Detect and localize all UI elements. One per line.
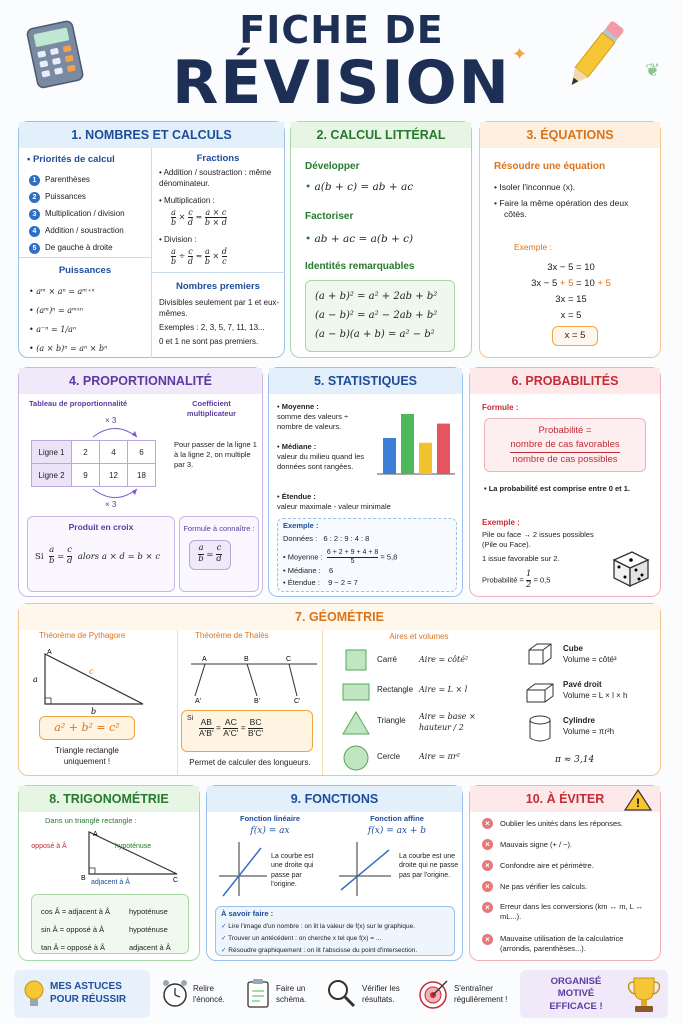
- svg-text:B': B': [254, 698, 261, 705]
- svg-text:A: A: [202, 656, 207, 663]
- fraction-addition: • Addition / soustraction : même dénominateur.: [159, 168, 272, 188]
- fraction-mult-formula: $\frac{a}{b}$ × $\frac{c}{d}$ = $\frac{a \times c}{b \times d}$: [171, 208, 227, 228]
- section-title: 1. NOMBRES ET CALCULS: [19, 122, 284, 148]
- pencil-icon: [560, 15, 630, 97]
- stat-median: • Médiane : 6: [283, 566, 334, 575]
- section-statistiques: [268, 367, 463, 597]
- svg-text:A: A: [93, 831, 98, 838]
- list-item: × Erreur dans les conversions (km ↔ m, L ↔ mL...).: [482, 902, 657, 934]
- section-title: 9. FONCTIONS: [207, 786, 462, 812]
- section-fonctions: [206, 785, 463, 961]
- priorites-title: • Priorités de calcul: [27, 154, 115, 165]
- formula-content: $\frac{a}{b}$ = $\frac{c}{d}$: [189, 540, 231, 570]
- table-row: Ligne 2 9 12 18: [32, 464, 156, 487]
- fraction-div-formula: $\frac{a}{b}$ ÷ $\frac{c}{d}$ = $\frac{a}{b}$ × $\frac{d}{c}$: [171, 247, 227, 267]
- step: • Isoler l'inconnue (x).: [494, 182, 576, 192]
- formule-label: Formule :: [482, 403, 519, 412]
- aire-rectangle: Rectangle: [377, 685, 414, 694]
- trig-cos: cos Â = adjacent à Â hypoténuse: [41, 907, 168, 916]
- prob-result: Probabilité = $\frac{1}{2}$ = 0,5: [482, 569, 551, 590]
- tip-verifier: Vérifier les résultats.: [362, 984, 400, 1004]
- identites-title: Identités remarquables: [305, 261, 415, 272]
- list-item: ✓ Trouver un antécédent : on cherche x tel que f(x) = ...: [221, 935, 382, 942]
- tip-entrainer: S'entraîner régulièrement !: [454, 984, 508, 1004]
- mistakes-list: [482, 818, 657, 966]
- prob-example-text: Pile ou face → 2 issues possibles (Pile ou Face).: [482, 530, 594, 550]
- stat-data: Données : 6 : 2 : 9 : 4 : 8: [283, 534, 370, 543]
- coef-title: Coefficient multiplicateur: [186, 399, 237, 419]
- leaf-icon: ❦: [645, 60, 661, 80]
- solid-icons: [525, 640, 555, 748]
- sparkle-icon: ✦: [512, 44, 528, 64]
- section-title: 5. STATISTIQUES: [269, 368, 462, 394]
- svg-text:A': A': [195, 698, 202, 705]
- proportion-table: [31, 440, 156, 487]
- times-label: × 3: [105, 500, 117, 509]
- adjacent-label: adjacent à Â: [91, 879, 130, 886]
- coef-text: Pour passer de la ligne 1 à la ligne 2, on multiple par 3.: [174, 440, 257, 470]
- section-equations: [479, 121, 661, 358]
- section-calcul-litteral: [290, 121, 472, 358]
- page-title-line2: RÉVISION: [172, 48, 511, 118]
- stat-mean: • Moyenne : $\frac{6 + 2 + 9 + 4 + 8}{5}$ = 5,8: [283, 549, 398, 566]
- thales-diagram: [185, 652, 321, 704]
- thales-si: Si: [187, 715, 194, 722]
- priorites-list: [29, 171, 125, 256]
- fractions-title: Fractions: [196, 153, 240, 164]
- chart-bar: [383, 438, 396, 474]
- puissances-title: Puissances: [58, 265, 112, 276]
- probability-rule: • La probabilité est comprise entre 0 et 1.: [484, 484, 631, 493]
- chart-bar: [419, 443, 432, 474]
- aires-title: Aires et volumes: [389, 632, 449, 641]
- tip-relire: Relire l'énoncé.: [193, 984, 225, 1004]
- trig-subtitle: Dans un triangle rectangle :: [45, 816, 137, 825]
- fraction-mult-label: • Multiplication :: [159, 196, 215, 205]
- lightbulb-icon: [22, 978, 46, 1010]
- cross-title: Produit en croix: [68, 522, 134, 532]
- list-item: × Mauvaise utilisation de la calculatrice (arrondis, parenthèses...).: [482, 934, 657, 966]
- list-item: 3 Multiplication / division: [29, 205, 125, 222]
- lineaire-formula: f(x) = ax: [250, 826, 290, 836]
- svg-text:c: c: [89, 667, 94, 676]
- section-nombres-calculs: [18, 121, 285, 358]
- calculator-icon: [22, 18, 92, 90]
- page-title-line1: FICHE DE: [239, 8, 444, 52]
- probability-formula: Probabilité = nombre de cas favorables nombre de cas possibles: [510, 425, 620, 465]
- volume-pave: Pavé droit Volume = L × l × h: [563, 680, 628, 700]
- svg-text:!: !: [636, 796, 640, 810]
- list-item: × Mauvais signe (+ / −).: [482, 839, 657, 860]
- lineaire-title: Fonction linéaire: [239, 814, 300, 823]
- section-proportionnalite: [18, 367, 263, 597]
- trig-triangle-diagram: [81, 828, 181, 882]
- list-item: 4 Addition / soustraction: [29, 222, 125, 239]
- tip-schema: Faire un schéma.: [276, 984, 307, 1004]
- astuces-title: MES ASTUCES POUR RÉUSSIR: [50, 981, 127, 1005]
- trig-formulas: [41, 903, 171, 957]
- stat-range: • Étendue : 9 − 2 = 7: [283, 578, 358, 587]
- section-title: 4. PROPORTIONNALITÉ: [19, 368, 262, 394]
- linear-graph: [215, 840, 269, 898]
- prob-example-text2: 1 issue favorable sur 2.: [482, 554, 560, 563]
- thales-title: Théorème de Thalès: [195, 631, 269, 640]
- volume-cube: Cube Volume = côté³: [563, 644, 617, 664]
- hypotenuse-label: hypoténuse: [115, 843, 152, 850]
- section-title: 8. TRIGONOMÉTRIE: [19, 786, 199, 812]
- list-item: 1 Parenthèses: [29, 171, 125, 188]
- chart-bar: [401, 414, 414, 474]
- pythagore-note: Triangle rectangle uniquement !: [55, 746, 119, 766]
- premiers-examples: Exemples : 2, 3, 5, 7, 11, 13...: [159, 323, 265, 332]
- aire-carre: Carré: [377, 655, 398, 664]
- list-item: ✓ Lire l'image d'un nombre : on lit la valeur de f(x) sur le graphique.: [221, 923, 416, 930]
- section-title: 7. GÉOMÉTRIE: [19, 604, 660, 630]
- section-a-eviter: [469, 785, 661, 961]
- volume-cylindre: Cylindre Volume = πr²h: [563, 716, 615, 736]
- prob-example-title: Exemple :: [482, 518, 520, 527]
- developper-formula: • a(b + c) = ab + ac: [305, 181, 414, 193]
- identites-list: (a + b)² = a² + 2ab + b² (a − b)² = a² − 2ab + b² (a − b)(a + b) = a² − b²: [315, 291, 438, 340]
- opposite-label: opposé à Â: [31, 843, 67, 850]
- premiers-note: 0 et 1 ne sont pas premiers.: [159, 337, 259, 346]
- svg-text:a: a: [33, 675, 38, 684]
- list-item: 2 Puissances: [29, 188, 125, 205]
- mediane-def: • Médiane : valeur du milieu quand les données sont rangées.: [277, 442, 365, 472]
- alarm-clock-icon: [160, 978, 190, 1008]
- clipboard-icon: [244, 978, 272, 1008]
- list-item: ✓ Résoudre graphiquement : on lit l'abscisse du point d'intersection.: [221, 947, 418, 954]
- factoriser-title: Factoriser: [305, 211, 354, 222]
- aire-triangle-formula: Aire = base × hauteur / 2: [419, 712, 476, 732]
- factoriser-formula: • ab + ac = a(b + c): [305, 233, 414, 245]
- aire-cercle: Cercle: [377, 752, 401, 761]
- svg-text:B: B: [81, 875, 86, 882]
- affine-formula: f(x) = ax + b: [367, 826, 427, 836]
- section-probabilites: [469, 367, 661, 597]
- trophy-icon: [626, 974, 662, 1014]
- affine-graph: [335, 840, 393, 898]
- equation-steps: 3x − 5 = 10 3x − 5 + 5 = 10 + 5 3x = 15 x = 5: [531, 262, 611, 321]
- etendue-def: • Étendue : valeur maximale - valeur minimale: [277, 492, 391, 512]
- svg-text:C: C: [286, 656, 292, 663]
- list-item: × Confondre aire et périmètre.: [482, 860, 657, 881]
- puissances-list: • aᵐ × aⁿ = aᵐ⁺ⁿ • (aᵐ)ⁿ = aᵐˣⁿ • a⁻ⁿ = 1/aⁿ • (a × b)ⁿ = aⁿ × bⁿ: [29, 287, 108, 353]
- developper-title: Développer: [305, 161, 360, 172]
- trig-tan: tan Â = opposé à Â adjacent à Â: [41, 943, 171, 952]
- lineaire-desc: La courbe est une droite qui passe par l'origine.: [271, 853, 314, 889]
- thales-note: Permet de calculer des longueurs.: [189, 758, 311, 767]
- affine-title: Fonction affine: [370, 814, 424, 823]
- formula-title: Formule à connaître :: [183, 524, 255, 533]
- answer-box: x = 5: [552, 326, 598, 346]
- aire-carre-formula: Aire = côté²: [419, 655, 469, 664]
- trig-sin: sin Â = opposé à Â hypoténuse: [41, 925, 168, 934]
- svg-text:C: C: [173, 877, 179, 884]
- target-icon: [418, 978, 450, 1010]
- example-label: Exemple :: [514, 242, 552, 252]
- aire-triangle: Triangle: [377, 716, 406, 725]
- savoir-faire-list: [221, 921, 417, 957]
- arrow-icon: [85, 424, 145, 438]
- section-trigonometrie: [18, 785, 200, 961]
- section-geometrie: [18, 603, 661, 776]
- bar-chart: [373, 408, 457, 478]
- pythagore-title: Théorème de Pythagore: [39, 631, 126, 640]
- list-item: 5 De gauche à droite: [29, 239, 125, 256]
- premiers-def: Divisibles seulement par 1 et eux-mêmes.: [159, 298, 280, 318]
- savoir-faire-title: À savoir faire :: [221, 909, 274, 918]
- dice-icon: [610, 548, 652, 588]
- fraction-div-label: • Division :: [159, 235, 197, 244]
- list-item: × Ne pas vérifier les calculs.: [482, 881, 657, 902]
- section-title: 6. PROBABILITÉS: [470, 368, 660, 394]
- chart-bar: [437, 424, 450, 474]
- pi-value: π ≈ 3,14: [555, 755, 595, 765]
- warning-icon: [624, 788, 652, 812]
- svg-text:b: b: [91, 707, 97, 716]
- pythagore-formula: a² + b² = c²: [39, 716, 135, 740]
- section-title: 10. À ÉVITER: [470, 786, 660, 812]
- svg-text:A: A: [47, 649, 52, 656]
- thales-formula: $\frac{AB}{A'B'}$ = $\frac{AC}{A'C'}$ = $\frac{BC}{B'C'}$: [199, 717, 264, 738]
- svg-text:B: B: [244, 656, 249, 663]
- magnifier-icon: [326, 978, 356, 1008]
- times-label: × 3: [105, 416, 117, 425]
- right-triangle-diagram: [31, 646, 149, 716]
- section-title: 3. ÉQUATIONS: [480, 122, 660, 148]
- cross-formula: Si $\frac{a}{b}$ = $\frac{c}{d}$ alors a × d = b × c: [35, 545, 161, 566]
- stat-example-title: Exemple :: [283, 521, 319, 530]
- motto: ORGANISÉ MOTIVÉ EFFICACE !: [549, 976, 603, 1012]
- svg-text:C': C': [294, 698, 301, 705]
- aire-rectangle-formula: Aire = L × l: [419, 685, 468, 694]
- list-item: × Oublier les unités dans les réponses.: [482, 818, 657, 839]
- aire-cercle-formula: Aire = πr²: [419, 752, 460, 761]
- moyenne-def: • Moyenne : somme des valeurs ÷ nombre de valeurs.: [277, 402, 349, 432]
- tableau-title: Tableau de proportionnalité: [29, 399, 128, 408]
- affine-desc: La courbe est une droite qui ne passe pas par l'origine.: [399, 853, 459, 879]
- premiers-title: Nombres premiers: [176, 281, 260, 292]
- shape-icons: [341, 646, 371, 774]
- step: • Faire la même opération des deux côtés.: [494, 198, 629, 220]
- table-row: Ligne 1 2 4 6: [32, 441, 156, 464]
- section-title: 2. CALCUL LITTÉRAL: [291, 122, 471, 148]
- equation-subtitle: Résoudre une équation: [494, 161, 606, 172]
